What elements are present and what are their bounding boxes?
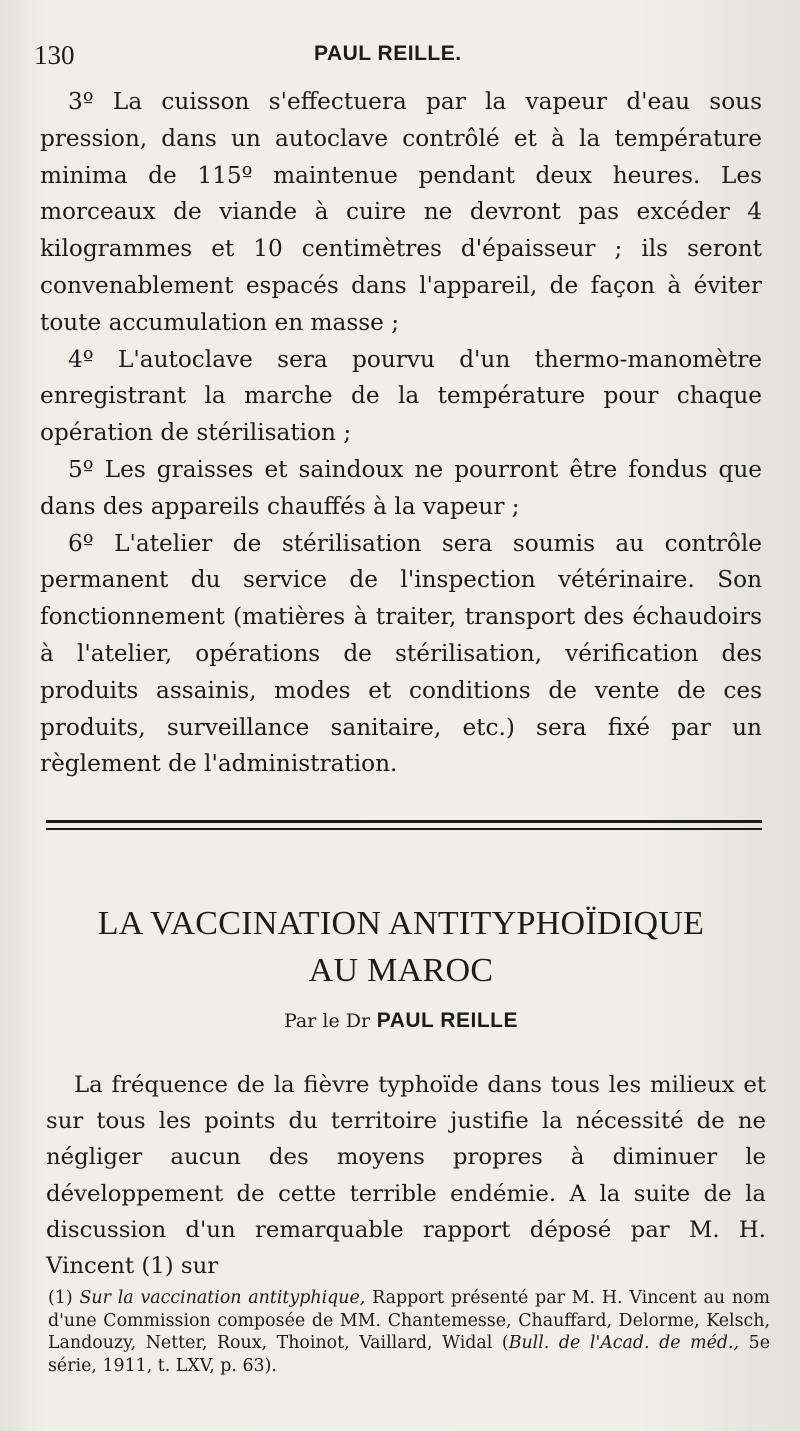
paragraph-item-5: 5º Les graisses et saindoux ne pourront être fondus que dans des appareils chauffés à la vapeur ; <box>40 455 762 520</box>
footnote-marker: (1) <box>48 1288 73 1308</box>
footnote-citation: 5e série, 1911, t. LXV, p. 63). <box>48 1333 771 1376</box>
footnote <box>48 1287 770 1377</box>
byline-author: PAUL REILLE <box>376 1009 518 1032</box>
footnote-title: Sur la vaccination antityphique, <box>79 1288 366 1308</box>
page-number: 130 <box>34 40 75 70</box>
article-title-line-1: LA VACCINATION ANTITYPHOÏDIQUE <box>97 905 705 942</box>
article-intro-paragraph: La fréquence de la fièvre typhoïde dans tous les milieux et sur tous les points du territoire justifie la nécessité de ne négliger aucun des moyens propres à diminuer le développement de cette terrible endémie. A la suite de la discussion d'un remarquable rapport déposé par M. H. Vincent (1) sur <box>46 1072 766 1280</box>
running-head: PAUL REILLE. <box>314 42 462 65</box>
section-divider-thin <box>46 828 762 830</box>
paragraph-item-6: 6º L'atelier de stérilisation sera soumis au contrôle permanent du service de l'inspection vétérinaire. Son fonctionnement (matières à traiter, transport des échaudoirs à l'atelier, opérations de stérilisation, vérification des produits assainis, modes et conditions de vente de ces produits, surveillance sanitaire, etc.) sera fixé par un règlement de l'administration. <box>40 529 762 778</box>
footnote-journal: Bull. de l'Acad. de méd., <box>508 1333 740 1354</box>
previous-article-continuation <box>40 84 762 783</box>
article-byline <box>40 1008 762 1033</box>
section-divider-thick <box>46 820 762 823</box>
page-header <box>34 40 764 80</box>
article-title-line-2: AU MAROC <box>308 952 494 989</box>
footnote-text: Rapport présenté par M. H. Vincent au nom d'une Commission composée de MM. Chantemesse, Chauffard, Delorme, Kelsch, Landouzy, Netter, Roux, Thoinot, Vaillard, Widal ( <box>48 1288 771 1354</box>
article-intro <box>46 1067 766 1284</box>
paragraph-item-3: 3º La cuisson s'effectuera par la vapeur d'eau sous pression, dans un autoclave contrôlé et à la température minima de 115º maintenue pendant deux heures. Les morceaux de viande à cuire ne devront pas excéder 4 kilogrammes et 10 centimètres d'épaisseur ; ils seront convenablement espacés dans l'appareil, de façon à éviter toute accumulation en masse ; <box>40 88 762 336</box>
byline-prefix: Par le Dr <box>284 1010 371 1032</box>
paragraph-item-4: 4º L'autoclave sera pourvu d'un thermo-manomètre enregistrant la marche de la température pour chaque opération de stérilisation ; <box>40 345 762 447</box>
